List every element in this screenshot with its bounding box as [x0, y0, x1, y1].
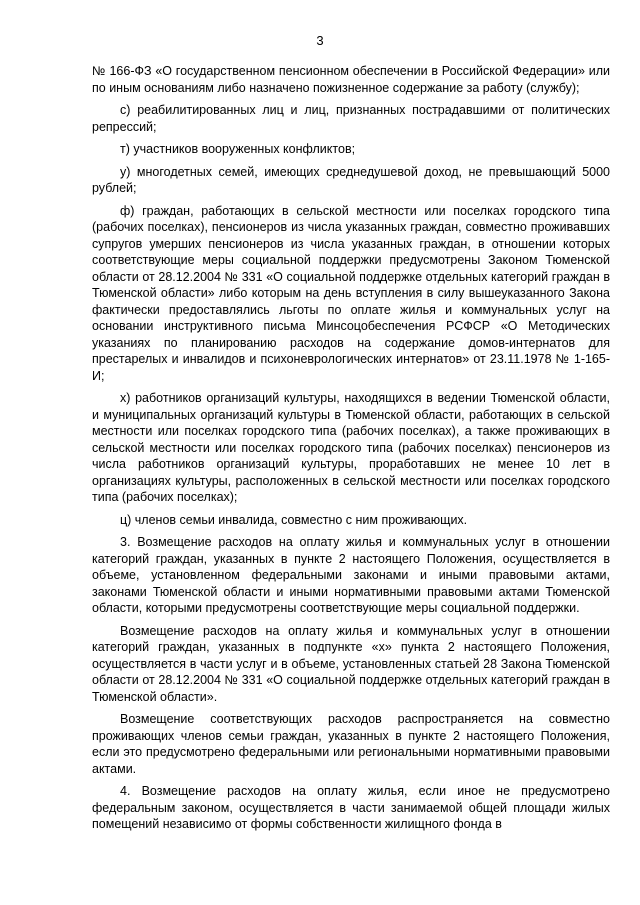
- paragraph-section-4: 4. Возмещение расходов на оплату жилья, если иное не предусмотрено федеральным законом, осуществляется в части занимаемой общей площади жилых помещений независимо от формы собственности жилищного фонда в: [92, 784, 610, 831]
- paragraph-item-f: ф) граждан, работающих в сельской местности или поселках городского типа (рабочих поселках), пенсионеров из числа указанных граждан, совместно проживавших супругов умерших пенсионеров из числа указанных граждан, в отношении которых соответствующие меры социальной поддержки предусмотрены Законом Тюменской области от 28.12.2004 № 331 «О социальной поддержке отдельных категорий граждан в Тюменской области» либо которым на день вступления в силу вышеуказанного Закона фактически предоставлялись льготы по оплате жилья и коммунальных услуг на основании инструктивного письма Минсоцобеспечения РСФСР «О Методических указаниях по планированию расходов на содержание домов-интернатов для престарелых и инвалидов и психоневрологических интернатов» от 23.11.1978 № 1-165-И;: [92, 203, 610, 383]
- paragraph-item-s: с) реабилитированных лиц и лиц, признанных пострадавшими от политических репрессий;: [92, 103, 610, 134]
- paragraph-continuation: № 166-ФЗ «О государственном пенсионном обеспечении в Российской Федерации» или по иным основаниям либо назначено пожизненное содержание за работу (службу);: [92, 64, 610, 95]
- paragraph-item-u: у) многодетных семей, имеющих среднедушевой доход, не превышающий 5000 рублей;: [92, 164, 610, 195]
- paragraph-section-3: 3. Возмещение расходов на оплату жилья и коммунальных услуг в отношении категорий граждан, указанных в пункте 2 настоящего Положения, осуществляется в объеме, установленном федеральными законами и иными правовыми актами, законами Тюменской области и иными нормативными правовыми актами Тюменской области, которыми предусмотрены соответствующие меры социальной поддержки.: [92, 535, 610, 615]
- paragraph-item-t: т) участников вооруженных конфликтов;: [120, 142, 356, 156]
- paragraph-section-3-reimbursement-kh: Возмещение расходов на оплату жилья и коммунальных услуг в отношении категорий граждан, указанных в подпункте «х» пункта 2 настоящего Положения, осуществляется в части услуг и в объеме, установленных статьей 28 Закона Тюменской области от 28.12.2004 № 331 «О социальной поддержке отдельных категорий граждан в Тюменской области».: [92, 623, 610, 704]
- paragraph-section-3-family: Возмещение соответствующих расходов распространяется на совместно проживающих членов семьи граждан, указанных в пункте 2 настоящего Положения, если это предусмотрено федеральными или региональными нормативными правовыми актами.: [92, 712, 610, 776]
- page-number: 3: [316, 33, 324, 48]
- paragraph-item-kh: х) работников организаций культуры, находящихся в ведении Тюменской области, и муниципальных организаций культуры в Тюменской области, работающих в сельской местности или поселках городского типа (рабочих поселках), а также проживающих в сельской местности или поселках городского типа (рабочих поселках) пенсионеров из числа работников организаций культуры, проработавших не менее 10 лет в организациях культуры, расположенных в сельской местности или поселках городского типа (рабочих поселках);: [92, 391, 610, 504]
- document-body: [92, 63, 610, 839]
- paragraph-item-ts: ц) членов семьи инвалида, совместно с ним проживающих.: [120, 512, 468, 527]
